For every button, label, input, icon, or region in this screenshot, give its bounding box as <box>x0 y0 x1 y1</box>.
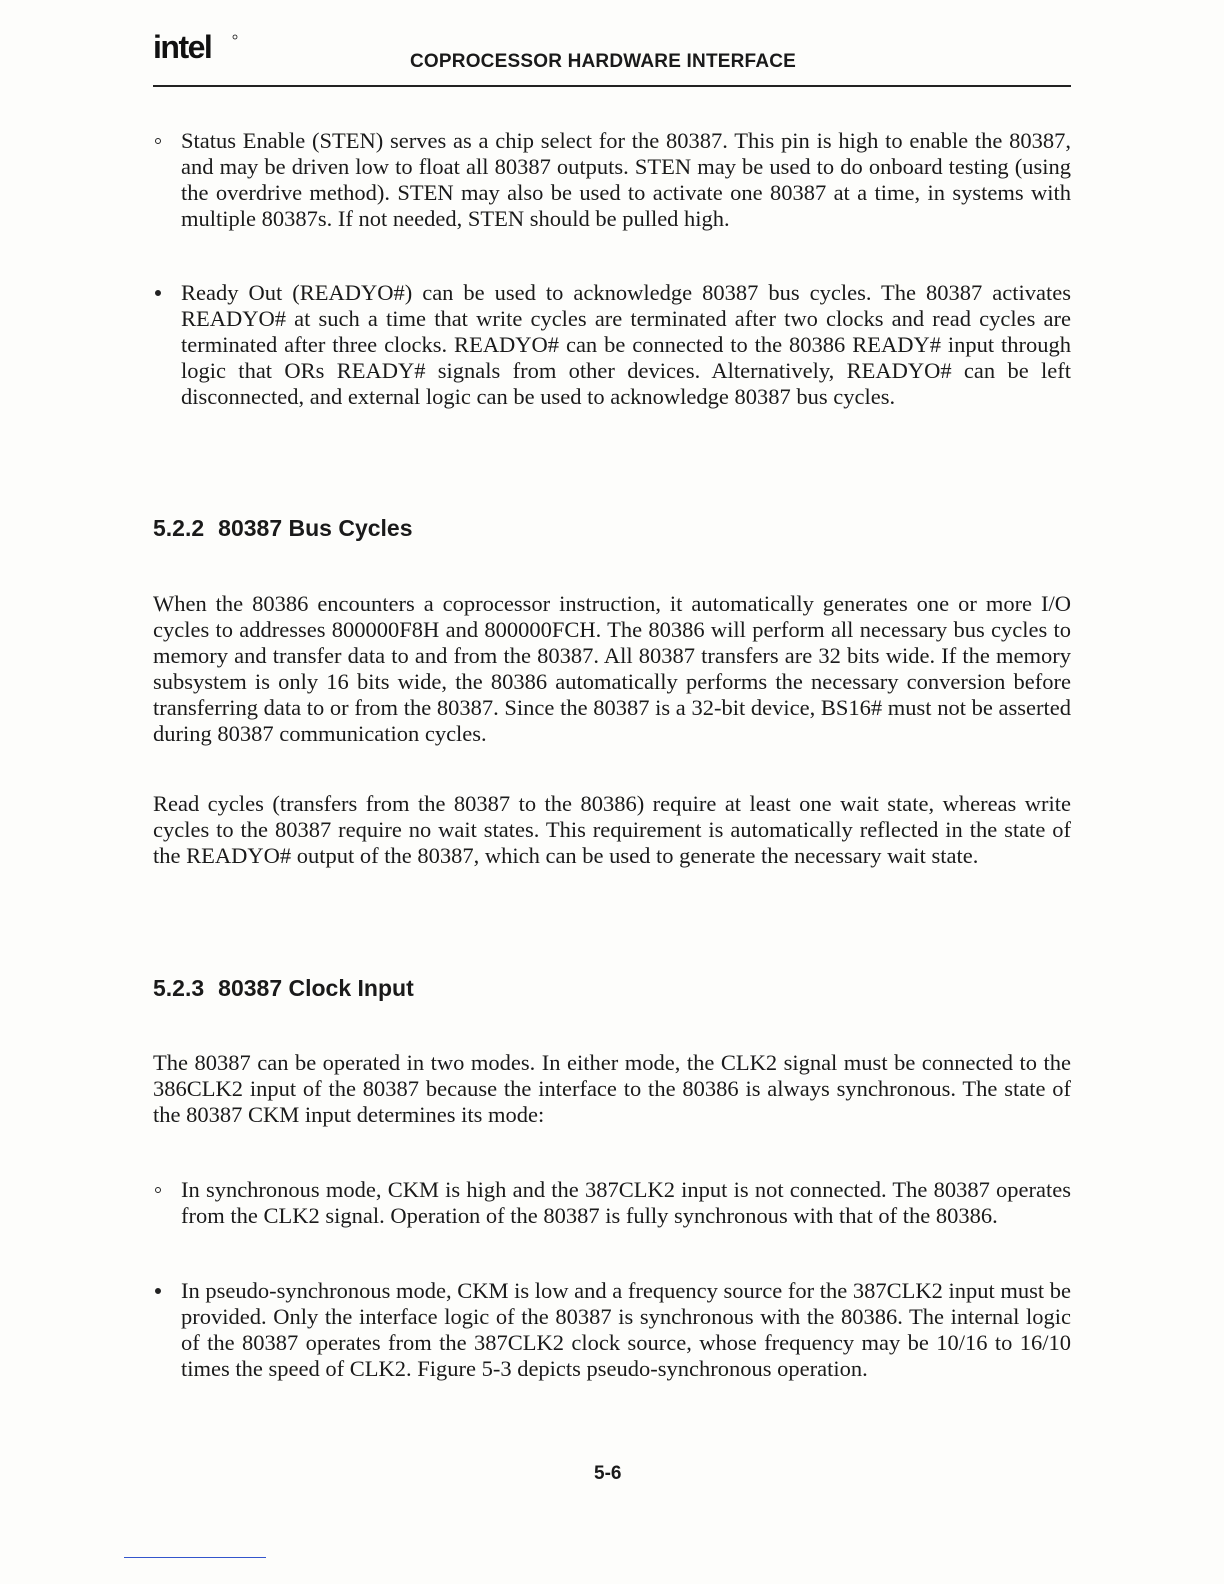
bullet-icon <box>155 290 161 296</box>
footer-divider <box>124 1557 266 1558</box>
section-title: 80387 Clock Input <box>218 975 414 1001</box>
header-divider <box>153 85 1071 87</box>
paragraph: Read cycles (transfers from the 80387 to the 80386) require at least one wait state, whereas write cycles to the 80387 require no wait states. This requirement is automatically reflected in the state of the READYO# output of the 80387, which can be used to generate the necessary wait state. <box>153 791 1071 868</box>
page-number: 5-6 <box>594 1463 622 1484</box>
paragraph: When the 80386 encounters a coprocessor instruction, it automatically generates one or more I/O cycles to addresses 800000F8H and 800000FCH. The 80386 will perform all necessary bus cycles to memory and transfer data to and from the 80387. All 80387 transfers are 32 bits wide. If the memory subsystem is only 16 bits wide, the 80386 automatically performs the necessary conversion before transferring data to or from the 80387. Since the 80387 is a 32-bit device, BS16# must not be asserted during 80387 communication cycles. <box>153 591 1071 746</box>
section-heading-5-2-2 <box>153 515 413 542</box>
list-item-text: In synchronous mode, CKM is high and the 387CLK2 input is not connected. The 80387 operates from the CLK2 signal. Operation of the 80387 is fully synchronous with that of the 80386. <box>181 1177 1071 1228</box>
section-title: 80387 Bus Cycles <box>218 515 413 541</box>
logo-text: intel <box>153 30 212 65</box>
list-item-text: Status Enable (STEN) serves as a chip select for the 80387. This pin is high to enable the 80387, and may be driven low to float all 80387 outputs. STEN may be used to do onboard testing (using the overdrive method). STEN may also be used to activate one 80387 at a time, in systems with multiple 80387s. If not needed, STEN should be pulled high. <box>181 128 1071 231</box>
list-item <box>155 128 1071 232</box>
list-item-text: Ready Out (READYO#) can be used to acknowledge 80387 bus cycles. The 80387 activates READYO# at such a time that write cycles are terminated after two clocks and read cycles are terminated after three clocks. READYO# can be connected to the 80386 READY# input through logic that ORs READY# signals from other devices. Alternatively, READYO# can be left disconnected, and external logic can be used to acknowledge 80387 bus cycles. <box>181 280 1071 409</box>
paragraph: The 80387 can be operated in two modes. In either mode, the CLK2 signal must be connected to the 386CLK2 input of the 80387 because the interface to the 80386 is always synchronous. The state of the 80387 CKM input determines its mode: <box>153 1050 1071 1127</box>
list-item-text: In pseudo-synchronous mode, CKM is low and a frequency source for the 387CLK2 input must be provided. Only the interface logic of the 80387 is synchronous with the 80386. The internal logic of the 80387 operates from the 387CLK2 clock source, whose frequency may be 10/16 to 16/10 times the speed of CLK2. Figure 5-3 depicts pseudo-synchronous operation. <box>181 1278 1071 1381</box>
running-header-title: COPROCESSOR HARDWARE INTERFACE <box>410 51 797 72</box>
intel-logo <box>153 30 243 76</box>
section-number: 5.2.2 <box>153 515 205 541</box>
bullet-icon <box>155 138 161 144</box>
list-item <box>155 1278 1071 1382</box>
bullet-icon <box>155 1187 161 1193</box>
section-number: 5.2.3 <box>153 975 205 1001</box>
section-heading-5-2-3 <box>153 975 414 1002</box>
list-item <box>155 280 1071 410</box>
bullet-icon <box>155 1288 161 1294</box>
list-item <box>155 1177 1071 1229</box>
